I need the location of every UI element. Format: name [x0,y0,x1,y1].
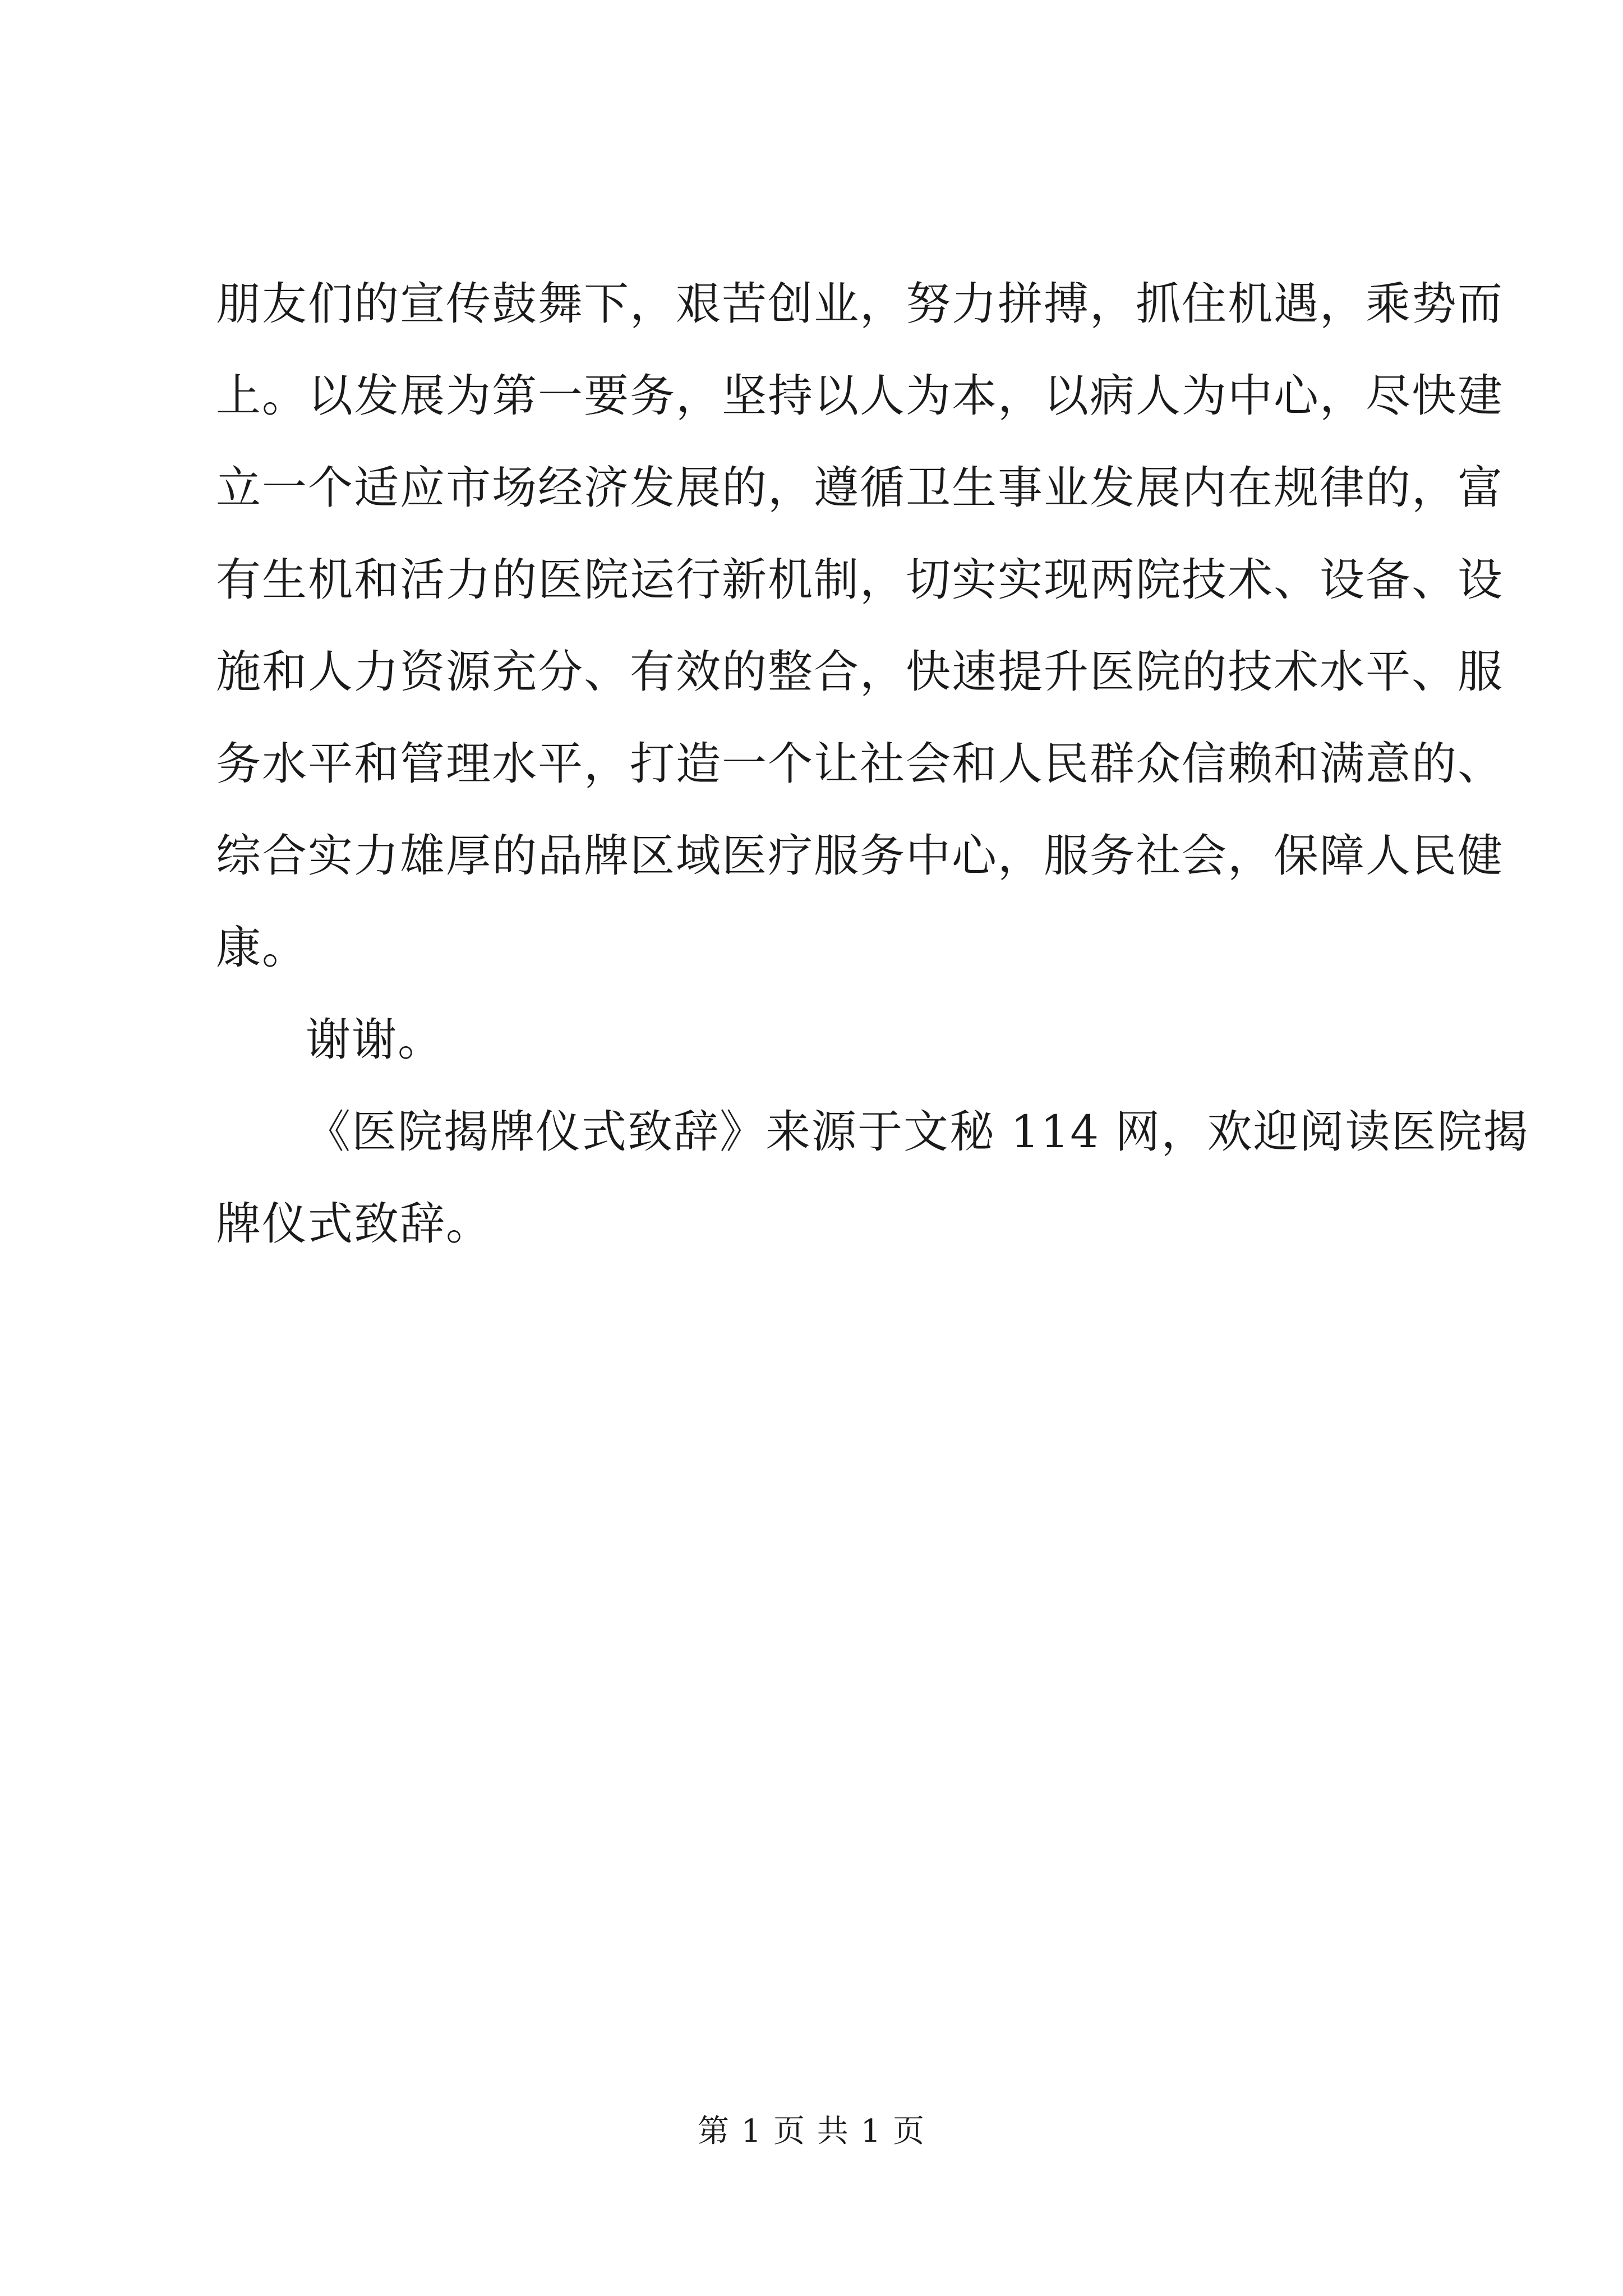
page-number-label: 第 1 页 共 1 页 [697,2113,926,2150]
paragraph-2-line-1: 谢谢。 [306,1014,444,1066]
paragraph-1-line-4: 有生机和活力的医院运行新机制，切实实现两院技术、设备、设 [216,554,1504,606]
paragraph-1-line-7: 综合实力雄厚的品牌区域医疗服务中心，服务社会，保障人民健 [216,830,1504,882]
paragraph-1-line-3: 立一个适应市场经济发展的，遵循卫生事业发展内在规律的，富 [216,462,1504,514]
paragraph-1-line-8: 康。 [216,922,308,974]
paragraph-3-line-1: 《医院揭牌仪式致辞》来源于文秘 114 网，欢迎阅读医院揭 [306,1106,1529,1158]
paragraph-1-line-2: 上。以发展为第一要务，坚持以人为本，以病人为中心，尽快建 [216,370,1504,422]
page-footer [0,2109,1623,2154]
document-body [216,258,1529,1270]
paragraph-1-line-6: 务水平和管理水平，打造一个让社会和人民群众信赖和满意的、 [216,738,1504,790]
paragraph-1-line-1: 朋友们的宣传鼓舞下，艰苦创业，努力拼搏，抓住机遇，乘势而 [216,278,1504,330]
paragraph-3-line-2: 牌仪式致辞。 [216,1198,492,1250]
paragraph-1-line-5: 施和人力资源充分、有效的整合，快速提升医院的技术水平、服 [216,646,1504,698]
